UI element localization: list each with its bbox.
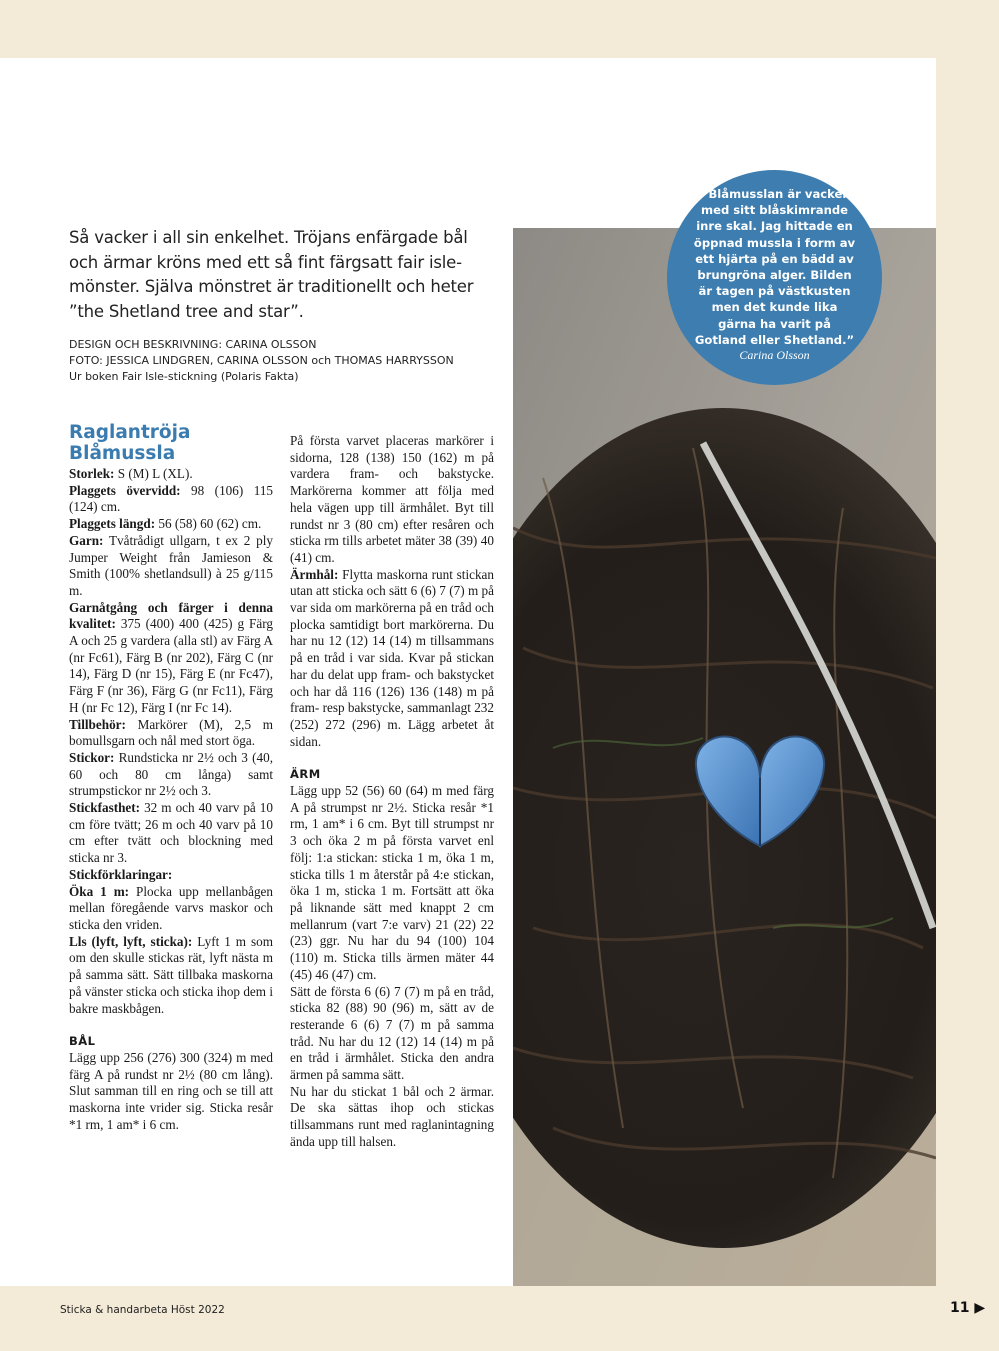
- credits: [69, 337, 509, 385]
- column-1: [69, 422, 273, 1133]
- spec-text: Markörer (M), 2,5 m bomullsgarn och nål med stort öga.: [69, 716, 273, 749]
- credit-book: Ur boken Fair Isle-stickning (Polaris Fakta): [69, 370, 299, 383]
- spec-label: Öka 1 m:: [69, 883, 130, 899]
- body-paragraph: På första varvet placeras markörer i sidorna, 128 (138) 150 (162) m på vardera fram- och bakstycke. Markörerna kommer att följa med hela vägen upp till ärmhålet. Byt till rundst nr 3 (80 cm) efter resåren och sticka rm tills arbetet mäter 38 (39) 40 (41) cm.: [290, 433, 494, 565]
- spec-item: [69, 800, 273, 867]
- section-text-bal: Lägg upp 256 (276) 300 (324) m med färg A på rundst nr 2½ (80 cm lång). Slut samman till en ring och se till att maskorna inte vrider sig. Sticka resår *1 rm, 1 am* i 6 cm.: [69, 1049, 273, 1132]
- quote-bubble: [667, 170, 882, 385]
- credit-design: DESIGN OCH BESKRIVNING: CARINA OLSSON: [69, 338, 317, 351]
- credit-photo: FOTO: JESSICA LINDGREN, CARINA OLSSON och THOMAS HARRYSSON: [69, 354, 454, 367]
- page-number-value: 11: [950, 1300, 970, 1316]
- spec-text: Plocka upp mellanbågen mellan föregående varvs maskor och sticka den vriden.: [69, 883, 274, 932]
- spec-item: [69, 600, 273, 717]
- spec-item: [69, 466, 273, 483]
- spec-label: Stickförklaringar:: [69, 866, 173, 882]
- armhal-paragraph: [290, 567, 494, 751]
- spec-label: Plaggets övervidd:: [69, 482, 181, 498]
- spec-text: 98 (106) 115 (124) cm.: [69, 482, 274, 515]
- spec-item: [69, 717, 273, 750]
- spec-label: Garn:: [69, 532, 104, 548]
- spec-text: 32 m och 40 varv på 10 cm före tvätt; 26 m och 40 varv på 10 cm efter tvätt och blockning med sticka nr 3.: [69, 800, 273, 866]
- intro-text: Så vacker i all sin enkelhet. Tröjans enfärgade bål och ärmar kröns med ett så fint färgsatt fair isle-mönster. Själva mönstret är traditionellt och heter ”the Shetland tree and star”.: [69, 228, 474, 321]
- spec-label: Tillbehör:: [69, 716, 126, 732]
- spec-text: 375 (400) 400 (425) g Färg A och 25 g vardera (alla stl) av Färg A (nr Fc61), Färg B (nr 202), Färg C (nr 14), Färg D (nr 15), Färg E (nr Fc47), Färg F (nr 36), Färg G (nr Fc11), Färg H (nr Fc 12), Färg I (nr Fc 14).: [69, 616, 273, 715]
- seaweed-illustration: [513, 228, 936, 1286]
- spec-item: [69, 533, 273, 600]
- page-number: [950, 1300, 985, 1316]
- spec-label: Plaggets längd:: [69, 516, 156, 532]
- quote-text: ”Blåmusslan är vacker med sitt blåskimrande inre skal. Jag hittade en öppnad mussla i form av ett hjärta på en bädd av brungröna alger. Bilden är tagen på västkusten men det kunde lika gärna ha varit på Gotland eller Shetland.”: [693, 187, 856, 347]
- arm-paragraph-2: Sätt de första 6 (6) 7 (7) m på en tråd, sticka 82 (88) 90 (96) m, sätt av de resterande 6 (6) 7 (7) m på samma tråd. Nu har du 12 (12) 14 (14) m på en tråd i ärmhålet. Sticka den andra ärmen på samma sätt.: [290, 983, 494, 1083]
- spec-item: [69, 934, 273, 1018]
- section-heading-arm: ÄRM: [290, 767, 321, 782]
- spec-text: S (M) L (XL).: [114, 466, 193, 481]
- spec-item: [69, 867, 273, 884]
- spec-text: Tvåtrådigt ullgarn, t ex 2 ply Jumper Weight från Jamieson & Smith (100% shetlandsull) à 25 g/115 m.: [69, 532, 273, 598]
- spec-label: Stickor:: [69, 749, 115, 765]
- section-heading-bal: BÅL: [69, 1034, 96, 1049]
- spec-label: Stickfasthet:: [69, 800, 141, 816]
- spec-text: Rundsticka nr 2½ och 3 (40, 60 och 80 cm långa) samt strumpstickor nr 2½ och 3.: [69, 749, 273, 799]
- spec-label: Storlek:: [69, 466, 115, 481]
- mussel-photo: [513, 228, 936, 1286]
- spec-item: [69, 516, 273, 533]
- armhal-label: Ärmhål:: [290, 566, 339, 582]
- arm-paragraph-3: Nu har du stickat 1 bål och 2 ärmar. De ska sättas ihop och stickas tillsammans runt med raglanintagning ända upp till halsen.: [290, 1083, 494, 1149]
- quote-author: Carina Olsson: [739, 348, 810, 363]
- spec-text: 56 (58) 60 (62) cm.: [155, 516, 262, 532]
- spec-item: [69, 750, 273, 800]
- arrow-right-icon: ▶: [974, 1300, 986, 1316]
- spec-label: Lls (lyft, lyft, sticka):: [69, 933, 193, 949]
- armhal-text: Flytta maskorna runt stickan utan att sticka och sätt 6 (6) 7 (7) m på var sida om markörerna på en tråd och plocka samtidigt bort markörerna. Du har nu 12 (12) 14 (14) m tillsammans på en tråd i var sida. Kvar på stickan har du delat upp fram- och bakstycket och har då 116 (126) 136 (148) m på fram- resp bakstycke, sammanlagt 232 (252) 272 (296) m. Lägg arbetet åt sidan.: [290, 566, 494, 749]
- spec-list: [69, 466, 273, 1017]
- arm-paragraph-1: Lägg upp 52 (56) 60 (64) m med färg A på strumpst nr 2½. Sticka resår *1 rm, 1 am* i 6 cm. Byt till strumpst nr 3 och öka 2 m på första varvet enl följ: 1:a stickan: sticka 1 m, öka 1 m, sticka tills 1 m återstår på 4:e stickan, öka 1 m, sticka 1 m. Fortsätt att öka på liknande sätt med knappt 2 cm mellanrum (vart 7:e varv) 21 (22) 22 (23) ggr. Nu har du 94 (100) 104 (110) m. Sticka tills ärmen mäter 44 (45) 46 (47) cm.: [290, 783, 494, 982]
- spec-text: Lyft 1 m som om den skulle stickas rät, lyft nästa m på samma sätt. Sätt tillbaka maskorna på vänster sticka och sticka ihop dem i bakre maskbågen.: [69, 933, 273, 1016]
- footer-magazine: Sticka & handarbeta Höst 2022: [60, 1304, 225, 1316]
- pattern-title: Raglantröja Blåmussla: [69, 422, 191, 464]
- column-2: [290, 433, 494, 1151]
- spec-item: [69, 884, 273, 934]
- spec-label: Garnåtgång och färger i denna kvalitet:: [69, 599, 273, 632]
- spec-item: [69, 483, 273, 516]
